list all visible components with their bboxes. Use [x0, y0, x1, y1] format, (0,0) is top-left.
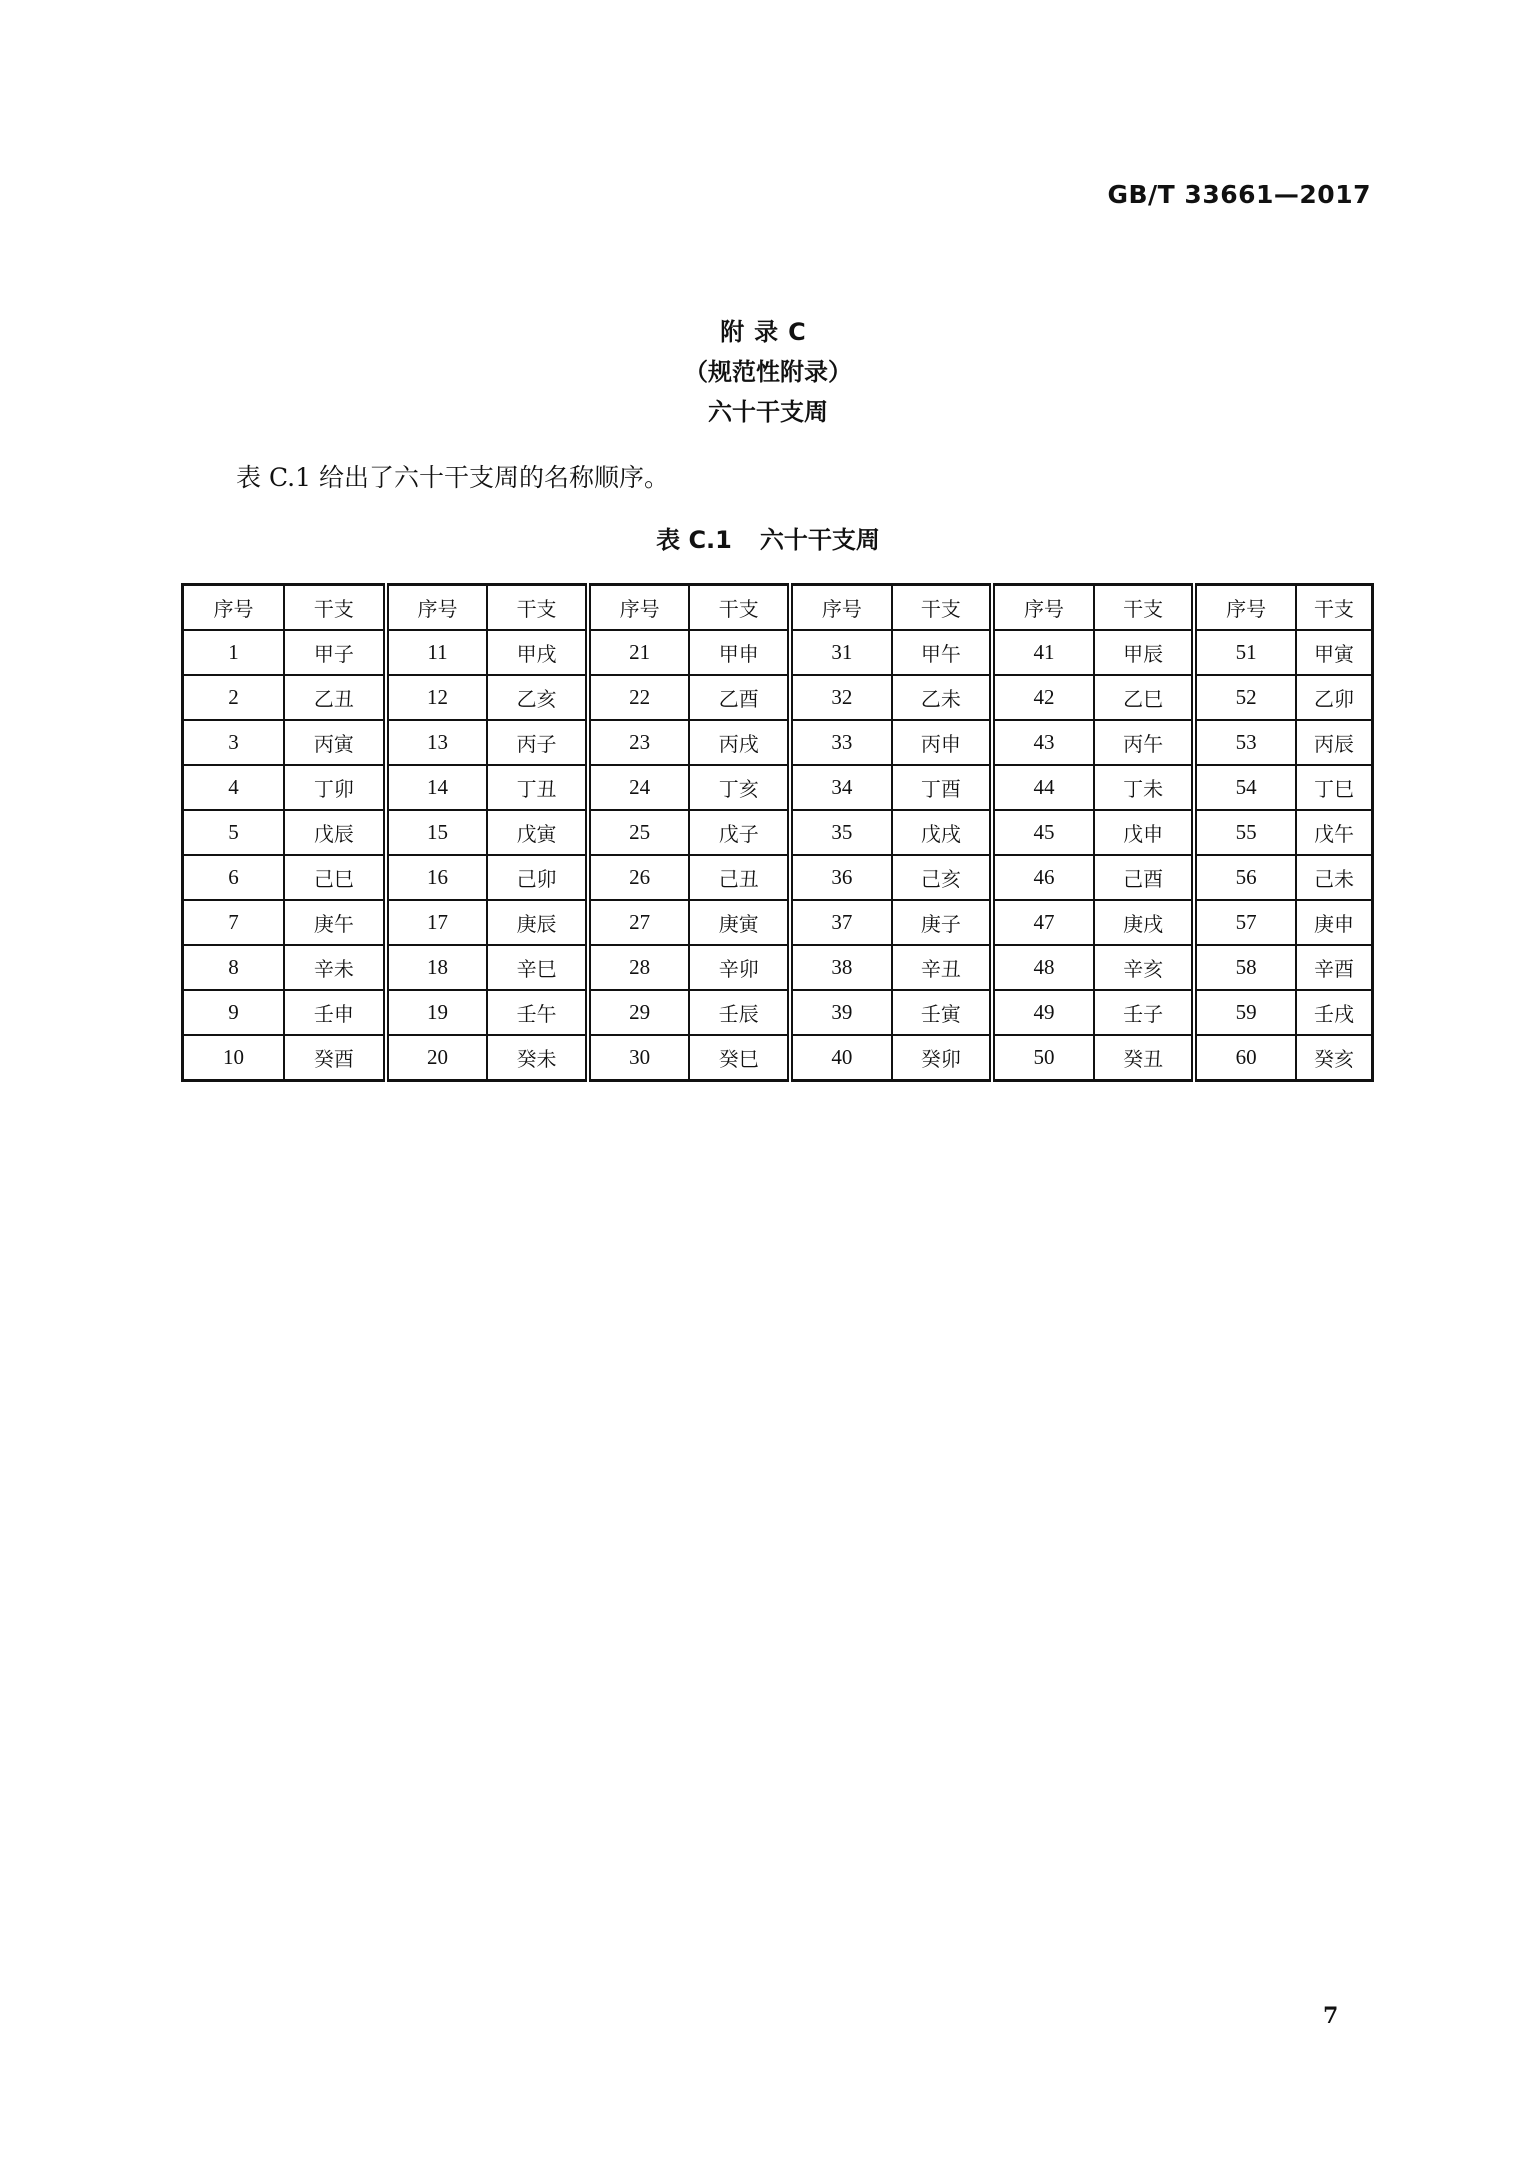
- cell-ganzhi: 甲辰: [1094, 630, 1195, 675]
- cell-number: 25: [588, 810, 690, 855]
- cell-ganzhi: 甲戌: [487, 630, 588, 675]
- cell-number: 38: [790, 945, 892, 990]
- cell-number: 48: [992, 945, 1094, 990]
- cell-ganzhi: 己卯: [487, 855, 588, 900]
- column-header-number: 序号: [790, 585, 892, 631]
- cell-ganzhi: 戊辰: [284, 810, 386, 855]
- cell-number: 41: [992, 630, 1094, 675]
- table-caption: [0, 520, 1536, 555]
- table-row: [183, 990, 1373, 1035]
- cell-number: 49: [992, 990, 1094, 1035]
- cell-ganzhi: 癸未: [487, 1035, 588, 1081]
- cell-number: 29: [588, 990, 690, 1035]
- cell-number: 37: [790, 900, 892, 945]
- column-header-number: 序号: [992, 585, 1094, 631]
- cell-number: 56: [1194, 855, 1296, 900]
- cell-ganzhi: 己丑: [689, 855, 790, 900]
- cell-number: 1: [183, 630, 285, 675]
- table-title: 六十干支周: [759, 526, 880, 554]
- cell-ganzhi: 丙寅: [284, 720, 386, 765]
- cell-ganzhi: 甲午: [892, 630, 993, 675]
- cell-number: 3: [183, 720, 285, 765]
- table-row: [183, 855, 1373, 900]
- cell-number: 39: [790, 990, 892, 1035]
- appendix-nature: （规范性附录）: [684, 358, 852, 386]
- cell-ganzhi: 戊戌: [892, 810, 993, 855]
- cell-ganzhi: 庚寅: [689, 900, 790, 945]
- page-number: 7: [1323, 2003, 1339, 2029]
- cell-number: 50: [992, 1035, 1094, 1081]
- cell-number: 40: [790, 1035, 892, 1081]
- cell-number: 45: [992, 810, 1094, 855]
- column-header-ganzhi: 干支: [487, 585, 588, 631]
- cell-number: 24: [588, 765, 690, 810]
- cell-number: 31: [790, 630, 892, 675]
- cell-number: 47: [992, 900, 1094, 945]
- cell-ganzhi: 丁巳: [1296, 765, 1373, 810]
- column-header-number: 序号: [588, 585, 690, 631]
- cell-ganzhi: 戊寅: [487, 810, 588, 855]
- cell-number: 22: [588, 675, 690, 720]
- cell-ganzhi: 丙申: [892, 720, 993, 765]
- cell-ganzhi: 乙未: [892, 675, 993, 720]
- table-row: [183, 630, 1373, 675]
- table-row: [183, 810, 1373, 855]
- cell-ganzhi: 丙戌: [689, 720, 790, 765]
- cell-ganzhi: 壬戌: [1296, 990, 1373, 1035]
- column-header-ganzhi: 干支: [284, 585, 386, 631]
- cell-ganzhi: 乙丑: [284, 675, 386, 720]
- cell-ganzhi: 己亥: [892, 855, 993, 900]
- column-header-number: 序号: [1194, 585, 1296, 631]
- table-row: [183, 720, 1373, 765]
- cell-ganzhi: 壬申: [284, 990, 386, 1035]
- cell-number: 51: [1194, 630, 1296, 675]
- cell-number: 17: [386, 900, 488, 945]
- cell-number: 10: [183, 1035, 285, 1081]
- cell-ganzhi: 辛未: [284, 945, 386, 990]
- column-header-ganzhi: 干支: [689, 585, 790, 631]
- column-header-ganzhi: 干支: [1094, 585, 1195, 631]
- cell-ganzhi: 丁亥: [689, 765, 790, 810]
- cell-ganzhi: 辛丑: [892, 945, 993, 990]
- cell-number: 52: [1194, 675, 1296, 720]
- cell-ganzhi: 壬午: [487, 990, 588, 1035]
- cell-number: 16: [386, 855, 488, 900]
- cell-ganzhi: 庚辰: [487, 900, 588, 945]
- cell-ganzhi: 甲寅: [1296, 630, 1373, 675]
- cell-number: 34: [790, 765, 892, 810]
- cell-ganzhi: 癸卯: [892, 1035, 993, 1081]
- cell-ganzhi: 己酉: [1094, 855, 1195, 900]
- table-row: [183, 1035, 1373, 1081]
- cell-number: 18: [386, 945, 488, 990]
- cell-number: 23: [588, 720, 690, 765]
- column-header-number: 序号: [183, 585, 285, 631]
- cell-ganzhi: 癸亥: [1296, 1035, 1373, 1081]
- cell-number: 46: [992, 855, 1094, 900]
- cell-ganzhi: 丙子: [487, 720, 588, 765]
- cell-ganzhi: 庚申: [1296, 900, 1373, 945]
- cell-ganzhi: 丁未: [1094, 765, 1195, 810]
- cell-number: 27: [588, 900, 690, 945]
- cell-ganzhi: 辛亥: [1094, 945, 1195, 990]
- cell-ganzhi: 甲子: [284, 630, 386, 675]
- cell-number: 19: [386, 990, 488, 1035]
- cell-number: 58: [1194, 945, 1296, 990]
- appendix-title: 附录C: [720, 318, 816, 346]
- cell-number: 21: [588, 630, 690, 675]
- cell-number: 33: [790, 720, 892, 765]
- cell-number: 8: [183, 945, 285, 990]
- cell-ganzhi: 丙辰: [1296, 720, 1373, 765]
- cell-number: 32: [790, 675, 892, 720]
- cell-ganzhi: 癸丑: [1094, 1035, 1195, 1081]
- cell-ganzhi: 壬寅: [892, 990, 993, 1035]
- cell-ganzhi: 丁卯: [284, 765, 386, 810]
- cell-ganzhi: 乙亥: [487, 675, 588, 720]
- cell-ganzhi: 乙巳: [1094, 675, 1195, 720]
- cell-number: 12: [386, 675, 488, 720]
- cell-ganzhi: 庚戌: [1094, 900, 1195, 945]
- cell-number: 14: [386, 765, 488, 810]
- cell-ganzhi: 己巳: [284, 855, 386, 900]
- cell-ganzhi: 甲申: [689, 630, 790, 675]
- intro-paragraph: 表 C.1 给出了六十干支周的名称顺序。: [236, 463, 669, 492]
- cell-ganzhi: 丁丑: [487, 765, 588, 810]
- cell-number: 2: [183, 675, 285, 720]
- cell-number: 59: [1194, 990, 1296, 1035]
- cell-ganzhi: 己未: [1296, 855, 1373, 900]
- cell-number: 43: [992, 720, 1094, 765]
- cell-number: 35: [790, 810, 892, 855]
- cell-ganzhi: 庚午: [284, 900, 386, 945]
- appendix-heading: [0, 312, 1536, 432]
- table-row: [183, 765, 1373, 810]
- cell-number: 55: [1194, 810, 1296, 855]
- cell-number: 13: [386, 720, 488, 765]
- cell-number: 7: [183, 900, 285, 945]
- cell-ganzhi: 癸酉: [284, 1035, 386, 1081]
- cell-number: 11: [386, 630, 488, 675]
- cell-number: 20: [386, 1035, 488, 1081]
- table-row: [183, 945, 1373, 990]
- cell-number: 26: [588, 855, 690, 900]
- cell-ganzhi: 戊午: [1296, 810, 1373, 855]
- cell-ganzhi: 壬子: [1094, 990, 1195, 1035]
- cell-ganzhi: 辛酉: [1296, 945, 1373, 990]
- cell-ganzhi: 辛卯: [689, 945, 790, 990]
- cell-number: 6: [183, 855, 285, 900]
- cell-number: 60: [1194, 1035, 1296, 1081]
- cell-number: 28: [588, 945, 690, 990]
- cell-number: 4: [183, 765, 285, 810]
- cell-ganzhi: 辛巳: [487, 945, 588, 990]
- column-header-ganzhi: 干支: [1296, 585, 1373, 631]
- column-header-number: 序号: [386, 585, 488, 631]
- cell-ganzhi: 丙午: [1094, 720, 1195, 765]
- cell-ganzhi: 庚子: [892, 900, 993, 945]
- table-row: [183, 900, 1373, 945]
- cell-ganzhi: 乙酉: [689, 675, 790, 720]
- cell-ganzhi: 戊子: [689, 810, 790, 855]
- cell-ganzhi: 丁酉: [892, 765, 993, 810]
- cell-number: 57: [1194, 900, 1296, 945]
- cell-number: 5: [183, 810, 285, 855]
- cell-number: 42: [992, 675, 1094, 720]
- column-header-ganzhi: 干支: [892, 585, 993, 631]
- table-label: 表 C.1: [656, 526, 732, 554]
- cell-number: 9: [183, 990, 285, 1035]
- cell-number: 15: [386, 810, 488, 855]
- cell-ganzhi: 戊申: [1094, 810, 1195, 855]
- ganzhi-table: [181, 583, 1374, 1082]
- cell-ganzhi: 壬辰: [689, 990, 790, 1035]
- cell-number: 30: [588, 1035, 690, 1081]
- table-header-row: [183, 585, 1373, 631]
- cell-ganzhi: 乙卯: [1296, 675, 1373, 720]
- appendix-subject: 六十干支周: [708, 398, 828, 426]
- cell-number: 44: [992, 765, 1094, 810]
- cell-number: 36: [790, 855, 892, 900]
- standard-number: GB/T 33661—2017: [1107, 180, 1371, 209]
- table-row: [183, 675, 1373, 720]
- cell-number: 54: [1194, 765, 1296, 810]
- cell-ganzhi: 癸巳: [689, 1035, 790, 1081]
- cell-number: 53: [1194, 720, 1296, 765]
